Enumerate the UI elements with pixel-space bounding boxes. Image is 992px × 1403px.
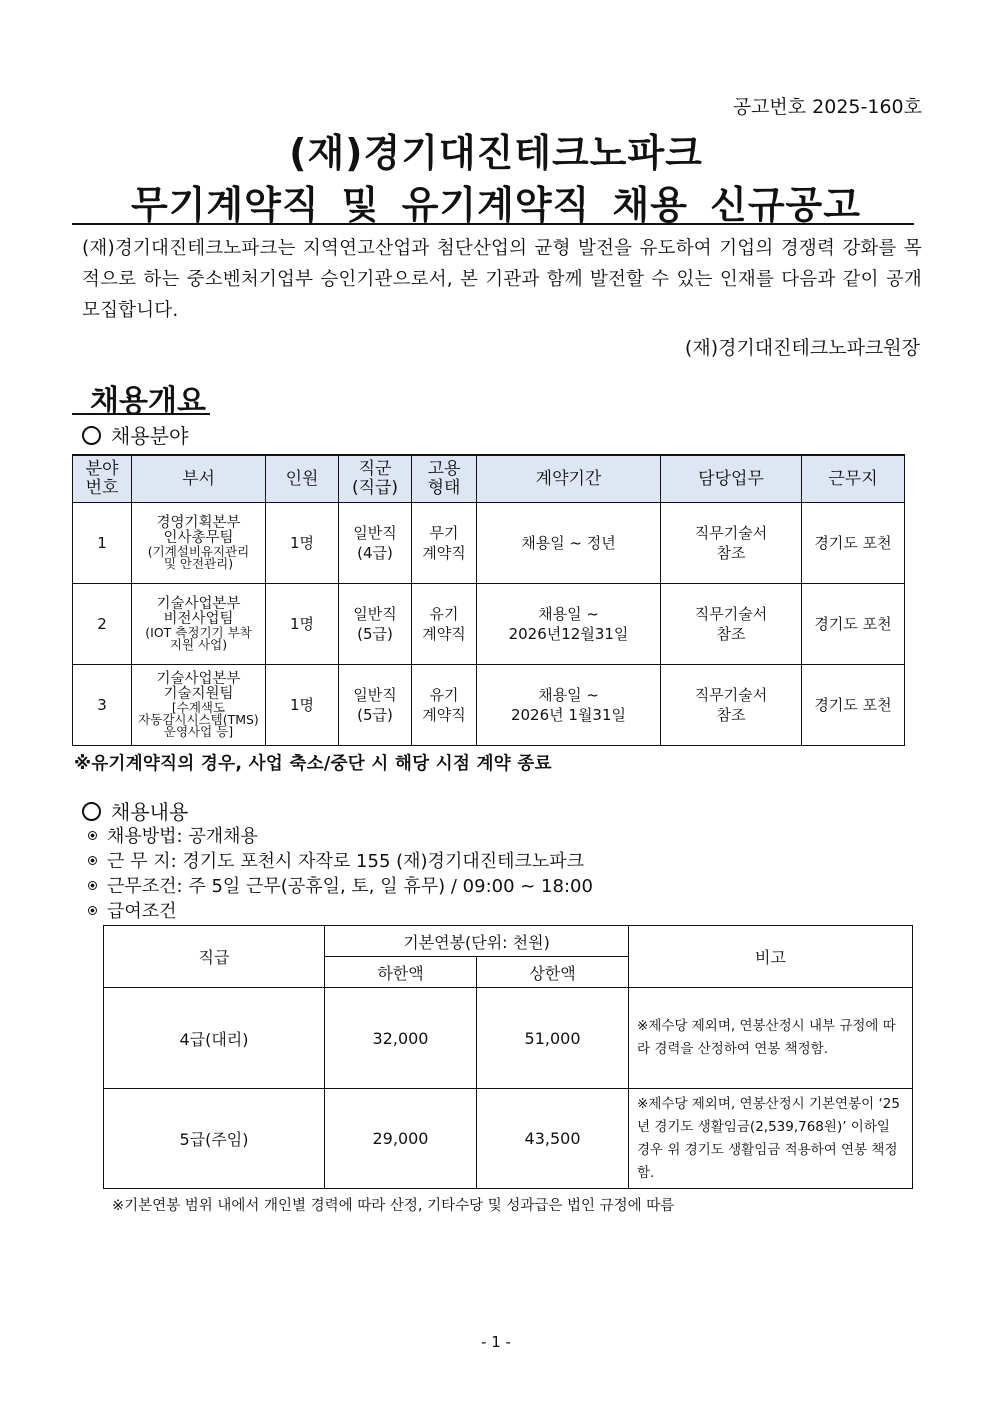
subsection-content — [82, 796, 188, 825]
subsection-fields-label: 채용분야 — [111, 424, 189, 448]
list-item — [88, 899, 593, 924]
cell-min: 29,000 — [325, 1089, 477, 1189]
cell-dept — [132, 503, 266, 584]
cell-grade: 일반직 (5급) — [339, 584, 412, 665]
circle-bullet-icon — [82, 802, 101, 821]
cell-location: 경기도 포천 — [802, 584, 905, 665]
header-base-salary: 기본연봉(단위: 천원) — [325, 926, 629, 957]
cell-location: 경기도 포천 — [802, 503, 905, 584]
cell-dept — [132, 665, 266, 746]
cell-grade: 일반직 (5급) — [339, 665, 412, 746]
header-location: 근무지 — [802, 455, 905, 503]
cell-period: 채용일 ~ 2026년12월31일 — [477, 584, 661, 665]
dept-name: 경영기획본부 인사총무팀 — [156, 515, 241, 546]
cell-count: 1명 — [266, 584, 339, 665]
cell-grade: 4급(대리) — [104, 988, 325, 1089]
title-divider — [72, 223, 914, 225]
list-item-text: 근 무 지: 경기도 포천시 자작로 155 (재)경기대진테크노파크 — [107, 851, 585, 872]
cell-dept — [132, 584, 266, 665]
cell-location: 경기도 포천 — [802, 665, 905, 746]
cell-remark: ※제수당 제외며, 연봉산정시 기본연봉이 ‘25년 경기도 생활임금(2,539,768원)’ 이하일 경우 위 경기도 생활임금 적용하여 연봉 책정함. — [629, 1089, 913, 1189]
circle-bullet-icon — [82, 426, 101, 445]
header-min: 하한액 — [325, 957, 477, 988]
header-grade: 직급 — [104, 926, 325, 988]
list-item-text: 근무조건: 주 5일 근무(공휴일, 토, 일 휴무) / 09:00 ~ 18:00 — [107, 876, 593, 897]
dept-name: 기술사업본부 기술지원팀 — [156, 671, 241, 702]
cell-type: 무기 계약직 — [412, 503, 477, 584]
page-title: (재)경기대진테크노파크 — [289, 131, 703, 175]
list-item — [88, 849, 593, 874]
cell-min: 32,000 — [325, 988, 477, 1089]
header-grade: 직군 (직급) — [339, 455, 412, 503]
header-count: 인원 — [266, 455, 339, 503]
table-row — [104, 988, 913, 1089]
table-row — [73, 584, 905, 665]
notice-number: 공고번호 2025-160호 — [732, 96, 922, 118]
table-row — [104, 1089, 913, 1189]
cell-max: 51,000 — [477, 988, 629, 1089]
bullet-icon — [88, 856, 97, 865]
fields-table-header — [73, 455, 905, 503]
content-list — [88, 824, 593, 924]
cell-remark: ※제수당 제외며, 연봉산정시 내부 규정에 따라 경력을 산정하여 연봉 책정함. — [629, 988, 913, 1089]
fields-note: ※유기계약직의 경우, 사업 축소/중단 시 해당 시점 계약 종료 — [74, 754, 552, 774]
bullet-icon — [88, 831, 97, 840]
header-type: 고용 형태 — [412, 455, 477, 503]
salary-table — [103, 925, 913, 1189]
table-row — [73, 665, 905, 746]
cell-grade: 5급(주임) — [104, 1089, 325, 1189]
intro-paragraph: (재)경기대진테크노파크는 지역연고산업과 첨단산업의 균형 발전을 유도하여 기업의 경쟁력 강화를 목적으로 하는 중소벤처기업부 승인기관으로서, 본 기관과 함께 발전할 수 있는 인재를 다음과 같이 공개 모집합니다. — [82, 238, 922, 321]
cell-no: 1 — [73, 503, 132, 584]
cell-type: 유기 계약직 — [412, 665, 477, 746]
list-item-text: 급여조건 — [107, 901, 177, 922]
header-dept: 부서 — [132, 455, 266, 503]
section-divider — [72, 413, 210, 415]
bullet-icon — [88, 906, 97, 915]
section-title: 채용개요 — [90, 384, 206, 419]
cell-no: 3 — [73, 665, 132, 746]
cell-duty: 직무기술서 참조 — [661, 584, 802, 665]
cell-type: 유기 계약직 — [412, 584, 477, 665]
signer: (재)경기대진테크노파크원장 — [684, 337, 920, 359]
page-number: - 1 - — [481, 1333, 511, 1351]
dept-name: 기술사업본부 비전사업팀 — [156, 596, 241, 627]
cell-period: 채용일 ~ 2026년 1월31일 — [477, 665, 661, 746]
table-row — [73, 503, 905, 584]
cell-count: 1명 — [266, 503, 339, 584]
header-period: 계약기간 — [477, 455, 661, 503]
cell-duty: 직무기술서 참조 — [661, 503, 802, 584]
dept-detail: (기계설비유지관리 및 안전관리) — [147, 544, 250, 571]
salary-note: ※기본연봉 범위 내에서 개인별 경력에 따라 산정, 기타수당 및 성과급은 법인 규정에 따름 — [112, 1198, 675, 1214]
header-no: 분야 번호 — [73, 455, 132, 503]
fields-table — [72, 454, 905, 746]
header-remark: 비고 — [629, 926, 913, 988]
header-max: 상한액 — [477, 957, 629, 988]
subsection-content-label: 채용내용 — [111, 800, 189, 824]
list-item-text: 채용방법: 공개채용 — [107, 826, 258, 847]
cell-period: 채용일 ~ 정년 — [477, 503, 661, 584]
cell-no: 2 — [73, 584, 132, 665]
cell-grade: 일반직 (4급) — [339, 503, 412, 584]
dept-detail: (IOT 측정기기 부착 지원 사업) — [145, 625, 252, 652]
page-subtitle: 무기계약직 및 유기계약직 채용 신규공고 — [131, 183, 861, 227]
dept-detail: [수계색도 자동감시시스템(TMS) 운영사업 등] — [138, 700, 259, 739]
cell-max: 43,500 — [477, 1089, 629, 1189]
list-item — [88, 824, 593, 849]
list-item — [88, 874, 593, 899]
salary-header-row — [104, 926, 913, 957]
subsection-fields — [82, 420, 188, 449]
header-duty: 담당업무 — [661, 455, 802, 503]
cell-duty: 직무기술서 참조 — [661, 665, 802, 746]
bullet-icon — [88, 881, 97, 890]
cell-count: 1명 — [266, 665, 339, 746]
